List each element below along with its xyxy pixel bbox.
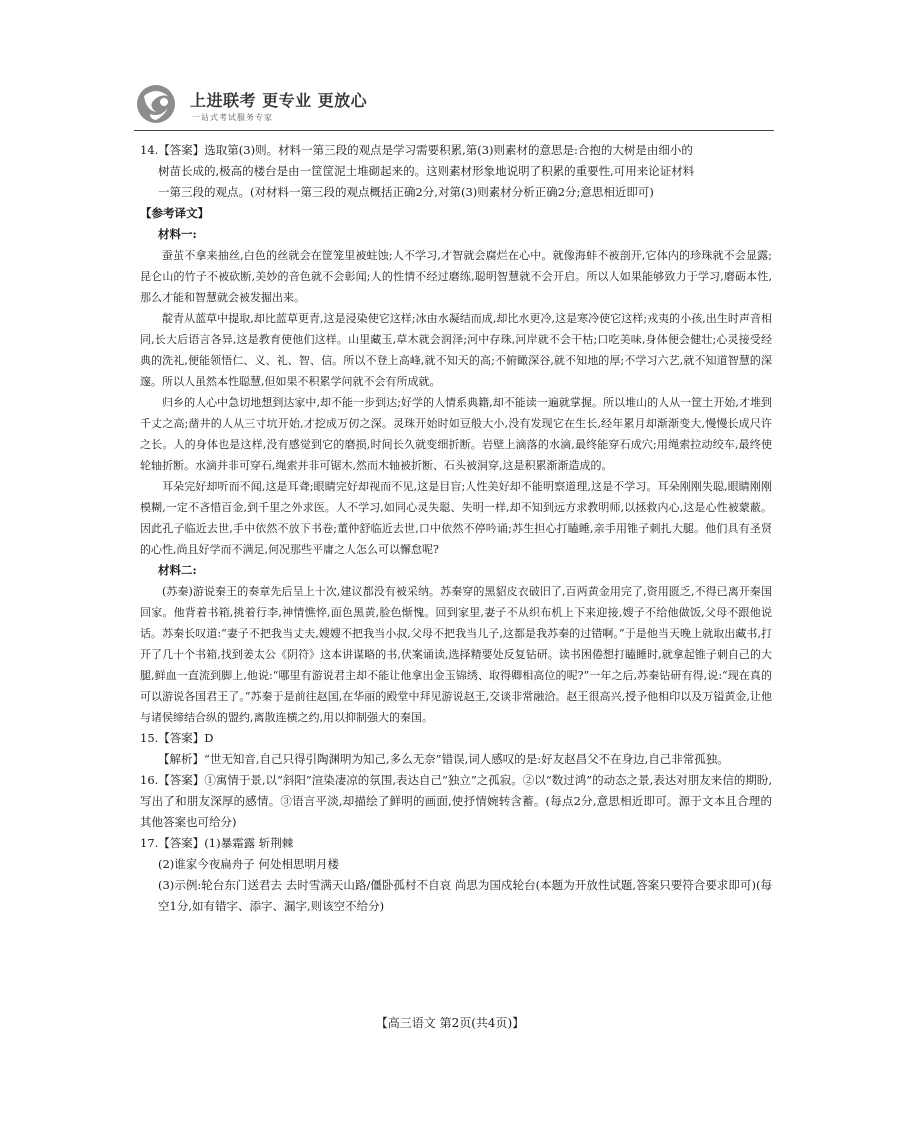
q17-part3: (3)示例:轮台东门送君去 去时雪满天山路/僵卧孤村不自哀 尚思为国戍轮台(本题为开放性试题,答案只要符合要求即可)(每空1分,如有错字、添字、漏字,则该空不给分): [158, 878, 772, 913]
material1-para2: 靛青从蓝草中提取,却比蓝草更青,这是浸染使它这样;冰由水凝结而成,却比水更冷,这是寒冷使它这样;戎夷的小孩,出生时声音相同,长大后语言各异,这是教育使他们这样。山里藏玉,草木就会润泽;河中存珠,河岸就不会干枯;口吃美味,身体便会健壮;心灵接受经典的洗礼,便能领悟仁、义、礼、智、信。所以不登上高峰,就不知天的高;不俯瞰深谷,就不知地的厚;不学习六艺,就不知道智慧的深邃。所以人虽然本性聪慧,但如果不积累学问就不会有所成就。: [140, 312, 772, 388]
material2-para1: (苏秦)游说秦王的奏章先后呈上十次,建议都没有被采纳。苏秦穿的黑貂皮衣破旧了,百两黄金用完了,资用匮乏,不得已离开秦国回家。他背着书箱,挑着行李,神情憔悴,面色黑黄,脸色惭愧。回到家里,妻子不从织布机上下来迎接,嫂子不给他做饭,父母不跟他说话。苏秦长叹道:“妻子不把我当丈夫,嫂嫂不把我当小叔,父母不把我当儿子,这都是我苏秦的过错啊。”于是他当天晚上就取出藏书,打开了几十个书箱,找到姜太公《阴符》这本讲谋略的书,伏案诵读,选择精要处反复钻研。读书困倦想打瞌睡时,就拿起锥子刺自己的大腿,鲜血一直流到脚上,他说:“哪里有游说君主却不能让他拿出金玉锦绣、取得卿相高位的呢?”一年之后,苏秦钻研有得,说:“现在真的可以游说各国君王了。”苏秦于是前往赵国,在华丽的殿堂中拜见游说赵王,交谈非常融洽。赵王很高兴,授予他相印以及万镒黄金,让他与诸侯缔结合纵的盟约,离散连横之约,用以抑制强大的秦国。: [140, 585, 772, 724]
q17-answer: 17.【答案】(1)暴霜露 斩荆棘: [140, 836, 294, 850]
material1-para4: 耳朵完好却听而不闻,这是耳聋;眼睛完好却视而不见,这是目盲;人性美好却不能明察道理,这是不学习。耳朵刚刚失聪,眼睛刚刚模糊,一定不吝惜百金,到千里之外求医。人不学习,如同心灵失聪、失明一样,却不知到远方求教明师,以拯救内心,这是心性被蒙蔽。因此孔子临近去世,手中依然不放下书卷;董仲舒临近去世,口中依然不停吟诵;苏生担心打瞌睡,亲手用锥子刺扎大腿。他们具有圣贤的心性,尚且好学而不满足,何况那些平庸之人怎么可以懈怠呢?: [140, 480, 772, 556]
q15-answer: 15.【答案】D: [140, 731, 214, 745]
page-header: [134, 82, 774, 126]
q16-answer: 16.【答案】①寓情于景,以“斜阳”渲染凄凉的氛围,表达自己“独立”之孤寂。②以“数过鸿”的动态之景,表达对朋友来信的期盼,写出了和朋友深厚的感情。③语言平淡,却描绘了鲜明的画面,使抒情婉转含蓄。(每点2分,意思相近即可。源于文本且合理的其他答案也可给分): [140, 773, 772, 829]
brand-tagline: 一站式考试服务专家: [192, 113, 273, 122]
answer-content: [140, 140, 772, 917]
material1-para3: 归乡的人心中急切地想到达家中,却不能一步到达;好学的人情系典籍,却不能读一遍就掌握。所以堆山的人从一筐土开始,才堆到千丈之高;凿井的人从三寸坑开始,才挖成万仞之深。灵珠开始时如豆般大小,没有发现它在生长,经年累月却渐渐变大,慢慢长成尺许之长。人的身体也是这样,没有感觉到它的磨损,时间长久就变细折断。岩壁上滴落的水滴,最终能穿石成穴;用绳索拉动绞车,最终使轮轴折断。水滴并非可穿石,绳索并非可锯木,然而木轴被折断、石头被洞穿,这是积累渐渐造成的。: [140, 396, 772, 472]
brand-logo-icon: [134, 82, 182, 126]
translation-heading: 【参考译文】: [140, 206, 209, 220]
q14-answer-line1: 14.【答案】选取第(3)则。材料一第三段的观点是学习需要积累,第(3)则素材的意思是:合抱的大树是由细小的: [140, 143, 693, 157]
q15-analysis: 【解析】“世无知音,自己只得引陶渊明为知己,多么无奈”错误,词人感叹的是:好友赵昌父不在身边,自己非常孤独。: [158, 752, 729, 766]
q14-answer-line3: 一第三段的观点。(对材料一第三段的观点概括正确2分,对第(3)则素材分析正确2分;意思相近即可): [158, 185, 654, 199]
page-footer: 【高三语文 第2页(共4页)】: [375, 1016, 525, 1030]
q14-answer-line2: 树苗长成的,极高的楼台是由一筐筐泥土堆砌起来的。这则素材形象地说明了积累的重要性,可用来论证材料: [158, 164, 695, 178]
brand-slogan: 上进联考 更专业 更放心: [190, 91, 368, 110]
material2-label: 材料二:: [158, 563, 197, 577]
material1-label: 材料一:: [158, 227, 197, 241]
header-divider: [134, 130, 774, 131]
q17-part2: (2)谁家今夜扁舟子 何处相思明月楼: [158, 857, 339, 871]
material1-para1: 蚕茧不拿来抽丝,白色的丝就会在筐笼里被蛀蚀;人不学习,才智就会腐烂在心中。就像海蚌不被剖开,它体内的珍珠就不会显露;昆仑山的竹子不被砍断,美妙的音色就不会彰闻;人的性情不经过磨练,聪明智慧就不会开启。所以人如果能够致力于学习,磨砺本性,那么才能和智慧就会被发掘出来。: [140, 249, 772, 304]
